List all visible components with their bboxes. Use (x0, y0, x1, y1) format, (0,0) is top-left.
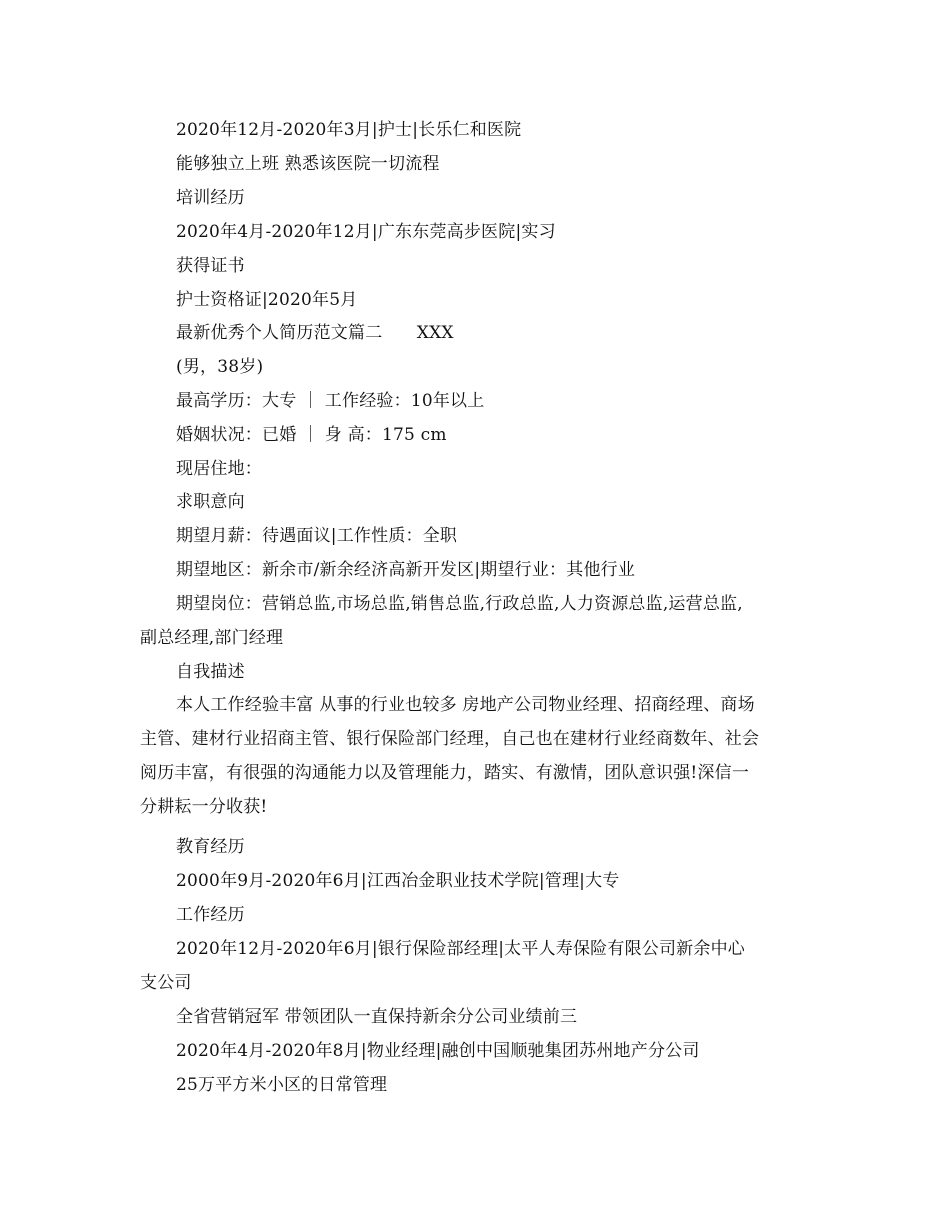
self-description-line-4: 分耕耘一分收获! (140, 797, 268, 817)
expected-region: 期望地区：新余市/新余经济高新开发区|期望行业：其他行业 (176, 560, 636, 580)
work-entry-bank-insurance-description: 全省营销冠军 带领团队一直保持新余分公司业绩前三 (176, 1007, 578, 1027)
certificate-entry: 护士资格证|2020年5月 (176, 290, 358, 310)
resume-title: 最新优秀个人简历范文篇二 XXX (176, 323, 454, 343)
expected-salary: 期望月薪：待遇面议|工作性质：全职 (176, 526, 458, 546)
gender-age: (男，38岁) (176, 357, 264, 377)
work-entry-property-description: 25万平方米小区的日常管理 (176, 1075, 388, 1095)
work-entry-bank-insurance: 2020年12月-2020年6月|银行保险部经理|太平人寿保险有限公司新余中心 (176, 939, 745, 959)
education-entry: 2000年9月-2020年6月|江西冶金职业技术学院|管理|大专 (176, 871, 620, 891)
training-entry: 2020年4月-2020年12月|广东东莞高步医院|实习 (176, 222, 556, 242)
section-heading-job-intention: 求职意向 (176, 492, 245, 512)
self-description-line-3: 阅历丰富，有很强的沟通能力以及管理能力，踏实、有激情，团队意识强!深信一 (140, 763, 750, 783)
section-heading-certificates: 获得证书 (176, 256, 245, 276)
marital-height: 婚姻状况：已婚 ｜ 身 高：175 cm (176, 425, 447, 445)
self-description-line-2: 主管、建材行业招商主管、银行保险部门经理，自己也在建材行业经商数年、社会 (140, 729, 760, 749)
section-heading-self-description: 自我描述 (176, 662, 245, 682)
section-heading-training: 培训经历 (176, 188, 245, 208)
self-description-line-1: 本人工作经验丰富 从事的行业也较多 房地产公司物业经理、招商经理、商场 (176, 695, 755, 715)
expected-position-continued: 副总经理,部门经理 (140, 628, 284, 648)
job-entry-nurse-description: 能够独立上班 熟悉该医院一切流程 (176, 154, 440, 174)
section-heading-education: 教育经历 (176, 837, 245, 857)
current-residence: 现居住地： (176, 459, 262, 479)
work-entry-bank-insurance-continued: 支公司 (140, 973, 192, 993)
work-entry-property: 2020年4月-2020年8月|物业经理|融创中国顺驰集团苏州地产分公司 (176, 1041, 700, 1061)
job-entry-nurse: 2020年12月-2020年3月|护士|长乐仁和医院 (176, 120, 522, 140)
section-heading-work: 工作经历 (176, 905, 245, 925)
expected-position: 期望岗位：营销总监,市场总监,销售总监,行政总监,人力资源总监,运营总监, (176, 594, 743, 614)
education-experience-summary: 最高学历：大专 ｜ 工作经验：10年以上 (176, 391, 485, 411)
